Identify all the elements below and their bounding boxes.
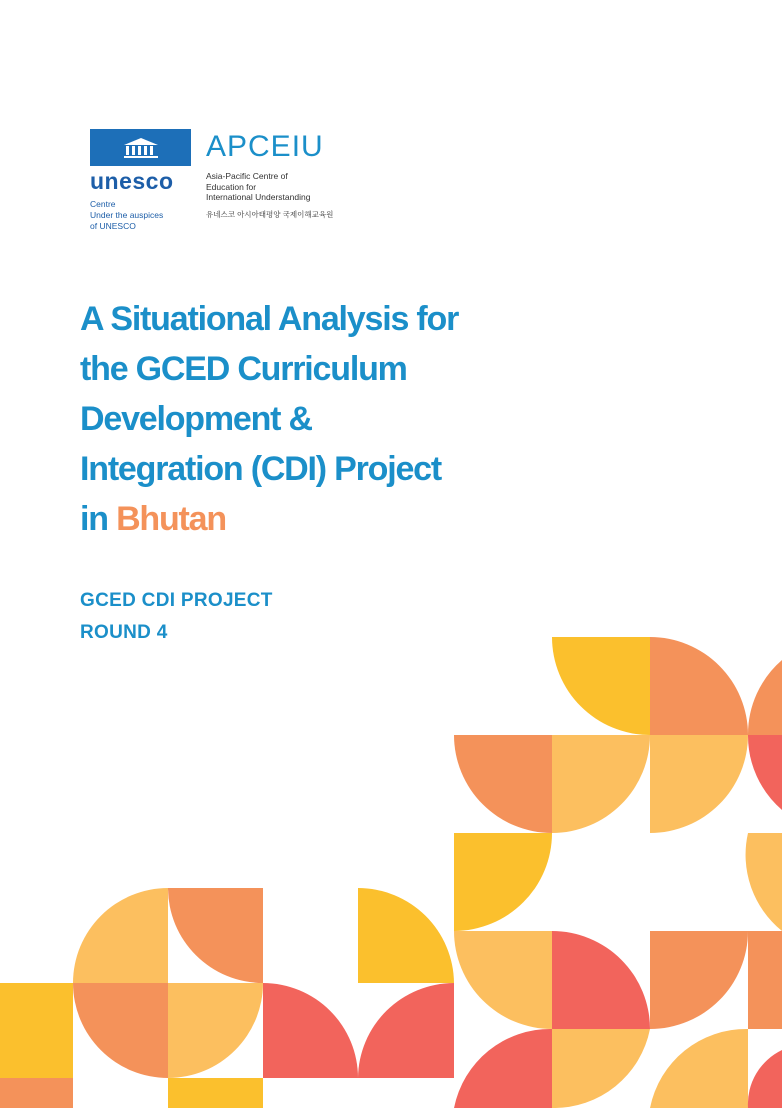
pattern-quarter xyxy=(746,833,782,931)
pattern-quarter xyxy=(73,888,168,983)
apceiu-korean-name: 유네스코 아시아태평양 국제이해교육원 xyxy=(206,210,334,219)
pattern-quarter xyxy=(552,1029,650,1108)
document-title xyxy=(80,294,550,544)
pattern-quarter xyxy=(454,1029,552,1108)
title-line: Development & xyxy=(80,400,312,438)
title-line: the GCED Curriculum xyxy=(80,350,407,388)
pattern-quarter xyxy=(358,983,454,1078)
pattern-quarter xyxy=(748,660,782,735)
apceiu-sub-line: Asia-Pacific Centre of xyxy=(206,171,288,181)
unesco-logo xyxy=(90,129,191,166)
unesco-sub-line: Under the auspices xyxy=(90,210,164,220)
pattern-quarter xyxy=(552,931,650,1029)
pattern-quarter xyxy=(650,1029,748,1108)
pattern-quarter xyxy=(168,1078,263,1108)
unesco-subtitle xyxy=(90,199,190,232)
document-subtitle xyxy=(80,585,273,649)
unesco-sub-line: Centre xyxy=(90,199,116,209)
pattern-quarter xyxy=(358,888,454,983)
pattern-quarter xyxy=(748,1050,782,1108)
pattern-quarter xyxy=(454,931,552,1029)
pattern-quarter xyxy=(454,735,552,833)
subtitle-project: GCED CDI PROJECT xyxy=(80,590,273,611)
pattern-quarter xyxy=(650,637,748,735)
pattern-quarter xyxy=(650,931,748,1029)
subtitle-round: ROUND 4 xyxy=(80,622,168,643)
pattern-quarter xyxy=(552,735,650,833)
pattern-quarter xyxy=(168,888,263,983)
apceiu-subtitle xyxy=(206,171,356,203)
title-prefix: in xyxy=(80,500,117,538)
pattern-quarter xyxy=(0,1078,73,1108)
unesco-wordmark: unesco xyxy=(90,168,174,194)
pattern-quarter xyxy=(168,983,263,1078)
pattern-quarter xyxy=(748,931,782,1029)
pattern-quarter xyxy=(552,637,650,735)
apceiu-wordmark: APCEIU xyxy=(206,130,324,163)
logo-block xyxy=(90,129,350,234)
pattern-quarter xyxy=(454,833,552,931)
pattern-quarter xyxy=(0,983,73,1078)
apceiu-sub-line: Education for xyxy=(206,181,257,192)
pattern-quarter xyxy=(73,983,168,1078)
title-country: Bhutan xyxy=(116,500,226,538)
pattern-quarter xyxy=(748,735,782,810)
pattern-shapes xyxy=(0,637,782,1108)
title-line-last xyxy=(80,494,550,544)
pattern-quarter xyxy=(650,735,748,833)
pattern-quarter xyxy=(263,983,358,1078)
title-line: A Situational Analysis for xyxy=(80,300,459,338)
unesco-sub-line: of UNESCO xyxy=(90,221,136,231)
title-line: Integration (CDI) Project xyxy=(80,450,442,488)
unesco-temple-icon xyxy=(122,136,160,160)
apceiu-sub-line: International Understanding xyxy=(206,192,311,202)
